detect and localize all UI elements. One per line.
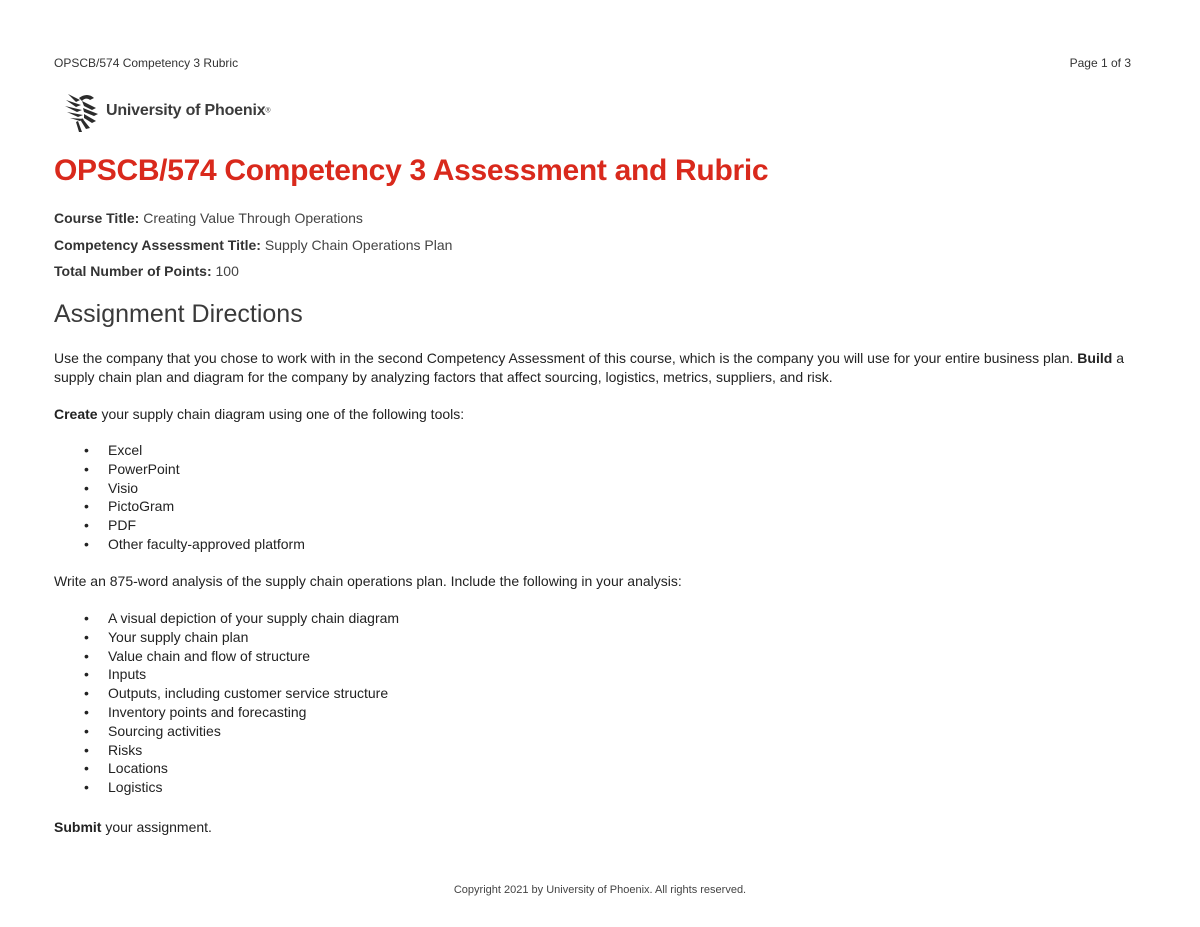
logo-wordmark: University of Phoenix® [106,102,271,119]
total-points-value: 100 [215,263,239,279]
list-item: • PowerPoint [54,460,305,479]
list-item: • Risks [54,741,399,760]
section-heading: Assignment Directions [54,300,303,328]
list-item: • Locations [54,759,399,778]
total-points-label: Total Number of Points: [54,263,212,279]
submit-paragraph: Submit your assignment. [54,819,212,835]
list-item: • Visio [54,479,305,498]
list-item: • PictoGram [54,497,305,516]
list-item: • Inventory points and forecasting [54,703,399,722]
course-title-line [54,210,363,226]
tools-list [54,441,305,554]
list-item: • Value chain and flow of structure [54,647,399,666]
list-item: • PDF [54,516,305,535]
assessment-title-line [54,237,452,253]
list-item: • Sourcing activities [54,722,399,741]
running-header-title: OPSCB/574 Competency 3 Rubric [54,56,239,70]
list-item: • Inputs [54,665,399,684]
copyright-footer: Copyright 2021 by University of Phoenix. All rights reserved. [453,884,747,896]
list-item: • Logistics [54,778,399,797]
list-item: • A visual depiction of your supply chain diagram [54,609,399,628]
list-item: • Other faculty-approved platform [54,535,305,554]
page-number: Page 1 of 3 [1069,56,1131,70]
university-logo [62,88,270,134]
course-title-label: Course Title: [54,210,140,226]
intro-paragraph: Use the company that you chose to work with in the second Competency Assessment of this course, which is the company you will use for your entire business plan. Build a supply chain plan and diagram for the company by analyzing factors that affect sourcing, logistics, metrics, suppliers, and risk. [54,350,1124,385]
write-paragraph: Write an 875-word analysis of the supply chain operations plan. Include the following in your analysis: [54,573,682,589]
total-points-line [54,263,239,279]
analysis-list [54,609,399,797]
course-title-value: Creating Value Through Operations [143,210,363,226]
list-item: • Excel [54,441,305,460]
list-item: • Your supply chain plan [54,628,399,647]
create-paragraph: Create your supply chain diagram using one of the following tools: [54,406,465,422]
phoenix-bird-icon [62,88,102,134]
page-title: OPSCB/574 Competency 3 Assessment and Rubric [54,154,769,187]
assessment-title-label: Competency Assessment Title: [54,237,261,253]
assessment-title-value: Supply Chain Operations Plan [264,237,453,253]
list-item: • Outputs, including customer service structure [54,684,399,703]
